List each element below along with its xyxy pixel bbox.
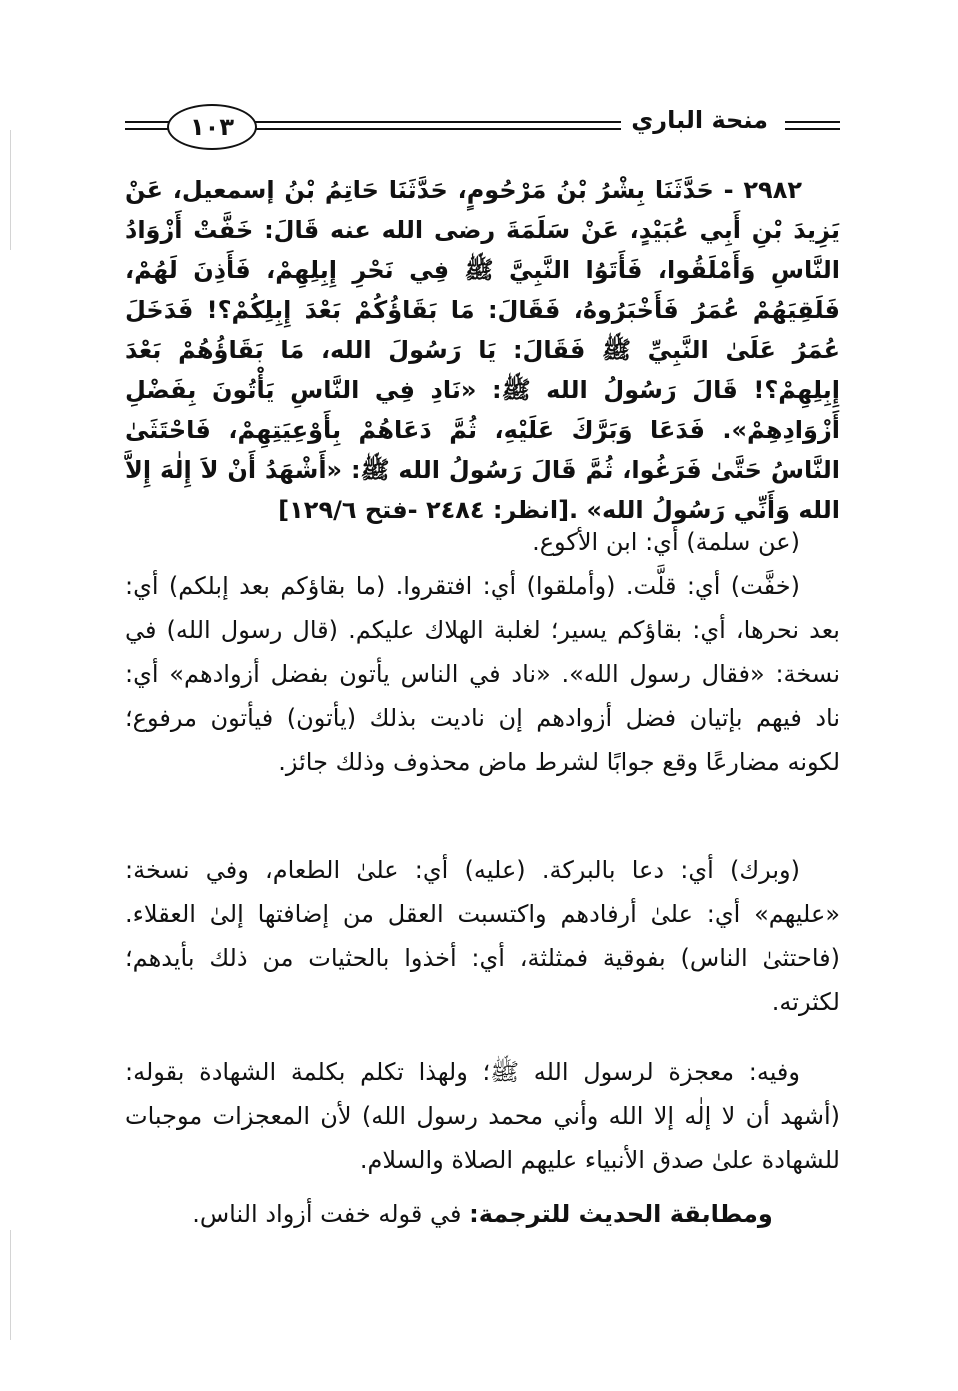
page-header — [125, 100, 840, 156]
commentary-text: (خفَّت) أي: قلَّت. (وأملقوا) أي: افتقروا. (ما بقاؤكم بعد إبلكم) أي: بعد نحرها، أي: بقاؤكم يسير؛ لغلبة الهلاك عليكم. (قال رسول الله) في نسخة: «فقال رسول الله». «ناد في الناس يأتون بفضل أزوادهم» أي: ناد فيهم بإتيان فضل أزوادهم إن ناديت بذلك (يأتون) فيأتون مرفوع؛ لكونه مضارعًا وقع جوابًا لشرط ماض محذوف وذلك جائز. — [125, 572, 840, 776]
commentary-text: (عن سلمة) أي: ابن الأكوع. — [532, 528, 800, 556]
page-number-frame — [167, 104, 257, 150]
running-title: منحة الباري — [621, 106, 778, 134]
header-rule — [785, 128, 840, 130]
conclusion-text: في قوله خفت أزواد الناس. — [192, 1200, 462, 1228]
conclusion-label: ومطابقة الحديث للترجمة: — [469, 1200, 773, 1228]
header-rule — [785, 121, 840, 123]
commentary-paragraph — [125, 1050, 840, 1182]
header-rule — [125, 128, 173, 130]
commentary-paragraph — [125, 520, 840, 784]
page-number: ١٠٣ — [190, 113, 234, 141]
commentary-paragraph — [125, 848, 840, 1024]
hadith-block — [125, 170, 840, 530]
commentary-text: وفيه: معجزة لرسول الله ﷺ؛ ولهذا تكلم بكلمة الشهادة بقوله: (أشهد أن لا إلٰه إلا الله وأني محمد رسول الله) لأن المعجزات موجبات للشهادة علىٰ صدق الأنبياء عليهم الصلاة والسلام. — [125, 1058, 840, 1174]
scan-edge-mark — [10, 130, 11, 250]
hadith-isnad: ٢٩٨٢ - حَدَّثَنَا بِشْرُ بْنُ مَرْحُومٍ، حَدَّثَنَا حَاتِمُ بْنُ إسمعيل، عَنْ يَزِيدَ بْنِ أَبِي — [125, 176, 841, 244]
conclusion-line — [125, 1192, 840, 1236]
scan-edge-mark — [10, 1230, 11, 1340]
commentary-text: (وبرك) أي: دعا بالبركة. (عليه) أي: علىٰ الطعام، وفي نسخة: «عليهم» أي: علىٰ أرفادهم واكتسبت العقل من إضافتها إلىٰ العقلاء. (فاحتثىٰ الناس) بفوقية فمثلثة، أي: أخذوا بالحثيات من ذلك بأيدهم؛ لكثرته. — [125, 856, 840, 1016]
header-rule — [125, 121, 173, 123]
hadith-matn: عُبَيْدٍ، عَنْ سَلَمَةَ رضى الله عنه قَالَ: خَفَّتْ أَزْوَادُ النَّاسِ وَأَمْلَقُوا، فَأَتَوُا النَّبِيَّ ﷺ فِي نَحْرِ إِبِلِهِمْ، فَأَذِنَ لَهُمْ، فَلَقِيَهُمْ عُمَرُ فَأَخْبَرُوهُ، فَقَالَ: مَا بَقَاؤُكُمْ بَعْدَ إِبِلِكُمْ؟! فَدَخَلَ عُمَرُ عَلَىٰ النَّبِيِّ ﷺ فَقَالَ: يَا رَسُولَ الله، مَا بَقَاؤُهُمْ بَعْدَ إِبِلِهِمْ؟! قَالَ رَسُولُ الله ﷺ: «نَادِ فِي النَّاسِ يَأْتُونَ بِفَضْلِ أَزْوَادِهِمْ». فَدَعَا وَبَرَّكَ عَلَيْهِ، ثُمَّ دَعَاهُمْ بِأَوْعِيَتِهِمْ، فَاحْتَثَىٰ النَّاسُ حَتَّىٰ فَرَغُوا، ثُمَّ قَالَ رَسُولُ الله ﷺ: «أَشْهَدُ أَنْ لاَ إِلٰهَ إِلاَّ الله وَأَنِّي رَسُولُ الله» .[انظر: ٢٤٨٤ -فتح ١٢٩/٦] — [125, 216, 840, 524]
